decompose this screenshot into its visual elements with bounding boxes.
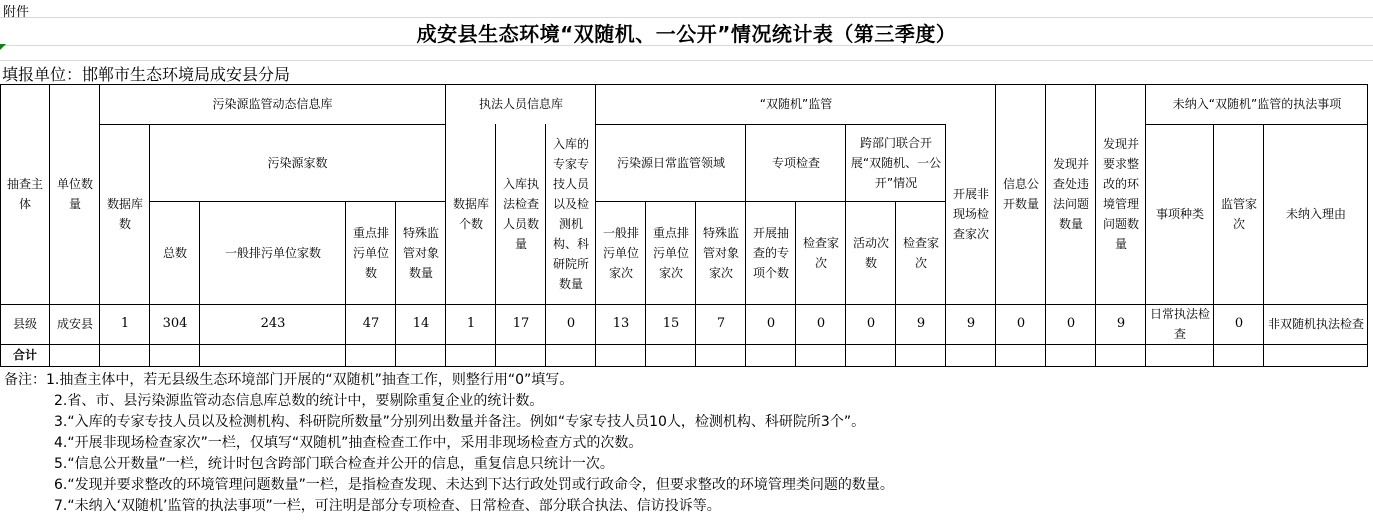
- reporting-unit: 填报单位：邯郸市生态环境局成安县分局: [2, 65, 291, 84]
- header-offsite: 开展非现场检查家次: [952, 187, 989, 241]
- header-info-public: 信息公开数量: [1002, 177, 1039, 211]
- cell-offsite: 9: [966, 316, 976, 331]
- note-7: 7.“未纳入‘双随机’监管的执法事项”一栏，可注明是部分专项检查、日常检查、部分联合执法、信访投诉等。: [54, 498, 721, 514]
- header-total: 总数: [162, 245, 187, 260]
- header-officer-count: 入库执法检查人员数量: [502, 177, 539, 251]
- cell-info-public: 0: [1016, 316, 1026, 331]
- cell-officer-db-count: 1: [466, 316, 476, 331]
- cell-subject: 县级: [12, 317, 37, 331]
- note-1: 备注：1.抽查主体中，若无县级生态环境部门开展的“双随机”抽查工作，则整行用“0”填写。: [4, 372, 574, 388]
- cell-special-objects: 14: [412, 316, 430, 331]
- note-6: 6.“发现并要求整改的环境管理问题数量”一栏，是指检查发现、未达到下达行政处罚或行政命令，但要求整改的环境管理类问题的数量。: [54, 477, 894, 493]
- header-violations: 发现并查处违法问题数量: [1052, 157, 1089, 231]
- attachment-label: 附件: [3, 5, 30, 20]
- header-item-type: 事项种类: [1155, 207, 1204, 221]
- cell-daily-general: 13: [612, 316, 630, 331]
- cell-joint-visits: 9: [916, 316, 926, 331]
- cell-unit: 成安县: [56, 317, 93, 331]
- cell-general-units: 243: [260, 316, 286, 331]
- header-inspection-subject: 抽查主体: [6, 177, 43, 211]
- total-row-label: 合计: [12, 348, 37, 362]
- note-2: 2.省、市、县污染源监管动态信息库总数的统计中，要剔除重复企业的统计数。: [54, 393, 544, 409]
- cell-total: 304: [162, 316, 188, 331]
- cell-special-visits: 0: [816, 316, 826, 331]
- header-expert-count: 入库的专家专技人员以及检测机构、科研院所数量: [552, 137, 589, 291]
- header-general-units: 一般排污单位家数: [224, 245, 321, 260]
- header-daily-area: 污染源日常监管领域: [616, 155, 725, 170]
- header-unit-count: 单位数量: [56, 177, 93, 211]
- cell-special-items: 0: [766, 316, 776, 331]
- header-daily-special: 特殊监管对象家次: [702, 225, 739, 280]
- header-officer-db: 执法人员信息库: [478, 97, 563, 111]
- header-officer-db-count: 数据库个数: [452, 197, 489, 231]
- header-daily-key: 重点排污单位家次: [652, 225, 689, 280]
- header-special-items: 开展抽查的专项个数: [752, 225, 789, 280]
- header-not-included: 未纳入“双随机”监管的执法事项: [1172, 97, 1342, 111]
- header-joint: 跨部门联合开展“双随机、一公开”情况: [850, 135, 942, 190]
- cell-joint-activities: 0: [866, 316, 876, 331]
- note-4: 4.“开展非现场检查家次”一栏，仅填写“双随机”抽查检查工作中，采用非现场检查方式的次数。: [54, 435, 643, 451]
- header-supervised-count: 监管家次: [1220, 197, 1257, 231]
- cell-rectify: 9: [1116, 316, 1126, 331]
- page-title: 成安县生态环境“双随机、一公开”情况统计表（第三季度）: [416, 22, 957, 46]
- header-special-inspection: 专项检查: [771, 155, 820, 170]
- header-special-visits: 检查家次: [802, 235, 839, 270]
- note-5: 5.“信息公开数量”一栏，统计时包含跨部门联合检查并公开的信息，重复信息只统计一次。: [54, 456, 614, 472]
- cell-daily-key: 15: [662, 316, 680, 331]
- header-daily-general: 一般排污单位家次: [602, 225, 639, 280]
- cell-db-count: 1: [120, 316, 130, 331]
- notes: [4, 370, 894, 517]
- header-joint-visits: 检查家次: [902, 235, 939, 270]
- header-reason: 未纳入理由: [1285, 207, 1346, 221]
- cell-supervised-count: 0: [1234, 316, 1244, 331]
- header-dual-random: “双随机”监管: [759, 97, 833, 111]
- cell-item-type: 日常执法检查: [1149, 307, 1210, 341]
- note-3: 3.“入库的专家专技人员以及检测机构、科研院所数量”分别列出数量并备注。例如“专家专技人员10人，检测机构、科研院所3个”。: [54, 414, 866, 430]
- cell-violations: 0: [1066, 316, 1076, 331]
- header-rectify: 发现并要求整改的环境管理问题数量: [1102, 137, 1139, 251]
- cell-expert-count: 0: [566, 316, 576, 331]
- cell-officer-count: 17: [512, 316, 530, 331]
- header-joint-activities: 活动次数: [852, 235, 889, 270]
- cell-reason: 非双随机执法检查: [1267, 317, 1364, 331]
- header-special-objects: 特殊监管对象数量: [402, 225, 439, 280]
- cell-daily-special: 7: [716, 316, 726, 331]
- header-pollution-count: 污染源家数: [267, 155, 328, 170]
- cell-key-units: 47: [362, 316, 380, 331]
- header-key-units: 重点排污单位数: [352, 225, 389, 280]
- header-pollution-db: 污染源监管动态信息库: [212, 97, 333, 111]
- header-db-count: 数据库数: [106, 197, 143, 231]
